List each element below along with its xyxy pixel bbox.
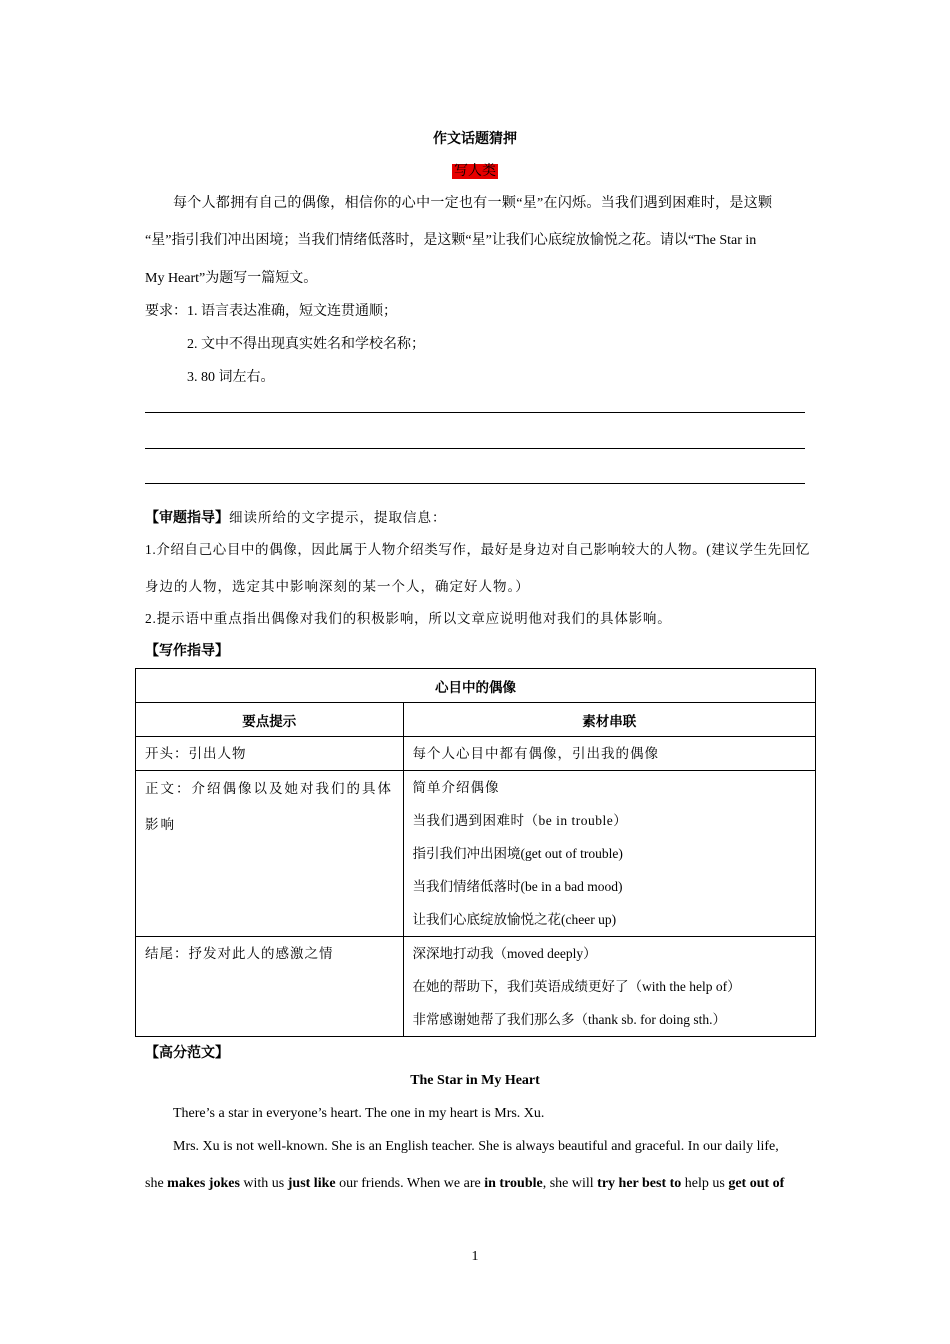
- table-header-row: [136, 703, 816, 737]
- table-row: [136, 737, 816, 771]
- answer-line-2: [145, 448, 805, 449]
- requirement-1-text: 1. 语言表达准确，短文连贯通顺；: [187, 304, 397, 319]
- page-number: 1: [471, 1249, 479, 1264]
- analysis-heading-line: [145, 506, 447, 527]
- answer-line-3: [145, 483, 805, 484]
- analysis-point-1-line-1: 1.介绍自己心目中的偶像，因此属于人物介绍类写作，最好是身边对自己影响较大的人物。(建议学生先回忆: [145, 542, 811, 557]
- category-tag-wrap: [0, 160, 950, 180]
- prompt-line-3: My Heart”为题写一篇短文。: [145, 271, 318, 286]
- prompt-line-1: 每个人都拥有自己的偶像，相信你的心中一定也有一颗“星”在闪烁。当我们遇到困难时，是这颗: [173, 196, 773, 211]
- row-opening-right: 每个人心目中都有偶像，引出我的偶像: [403, 737, 815, 771]
- requirement-1: [145, 300, 397, 320]
- sample-heading: 【高分范文】: [145, 1046, 229, 1061]
- column-header-points: 要点提示: [136, 703, 404, 737]
- category-tag: 写人类: [454, 164, 496, 179]
- row-body-left: 正文：介绍偶像以及她对我们的具体影响: [136, 771, 404, 937]
- analysis-heading: 【审题指导】: [145, 511, 229, 526]
- table-row: [136, 937, 816, 1037]
- answer-line-1: [145, 412, 805, 413]
- analysis-intro: 细读所给的文字提示，提取信息：: [229, 510, 447, 525]
- requirements-label: 要求：: [145, 304, 187, 319]
- sample-paragraph-1: There’s a star in everyone’s heart. The one in my heart is Mrs. Xu.: [173, 1106, 545, 1121]
- table-row: [136, 771, 816, 937]
- requirement-2: 2. 文中不得出现真实姓名和学校名称；: [187, 337, 425, 352]
- page-title: 作文话题猜押: [433, 132, 517, 147]
- requirement-3: 3. 80 词左右。: [187, 370, 275, 385]
- row-ending-right: 深深地打动我（moved deeply） 在她的帮助下，我们英语成绩更好了（with the help of） 非常感谢她帮了我们那么多（thank sb. for doing sth.）: [403, 937, 815, 1037]
- analysis-point-2: 2.提示语中重点指出偶像对我们的积极影响，所以文章应说明他对我们的具体影响。: [145, 611, 672, 626]
- sample-paragraph-2-line-2: she makes jokes with us just like our friends. When we are in trouble, she will try her best to help us get out of: [145, 1176, 785, 1191]
- column-header-materials: 素材串联: [403, 703, 815, 737]
- sample-paragraph-2-line-1: Mrs. Xu is not well-known. She is an English teacher. She is always beautiful and graceful. In our daily life,: [173, 1139, 779, 1154]
- analysis-point-1-line-2: 身边的人物，选定其中影响深刻的某一个人，确定好人物。）: [145, 579, 530, 594]
- row-ending-left: 结尾：抒发对此人的感激之情: [136, 937, 404, 1037]
- sample-title: The Star in My Heart: [410, 1073, 540, 1088]
- row-body-right: 简单介绍偶像 当我们遇到困难时（be in trouble） 指引我们冲出困境(get out of trouble) 当我们情绪低落时(be in a bad mood) 让我们心底绽放愉悦之花(cheer up): [403, 771, 815, 937]
- table-title-row: [136, 669, 816, 703]
- writing-guide-heading: 【写作指导】: [145, 644, 229, 659]
- prompt-line-2: “星”指引我们冲出困境；当我们情绪低落时，是这颗“星”让我们心底绽放愉悦之花。请以“The Star in: [145, 233, 757, 248]
- table-title: 心目中的偶像: [136, 669, 816, 703]
- row-opening-left: 开头：引出人物: [136, 737, 404, 771]
- writing-guide-table: [135, 668, 816, 1037]
